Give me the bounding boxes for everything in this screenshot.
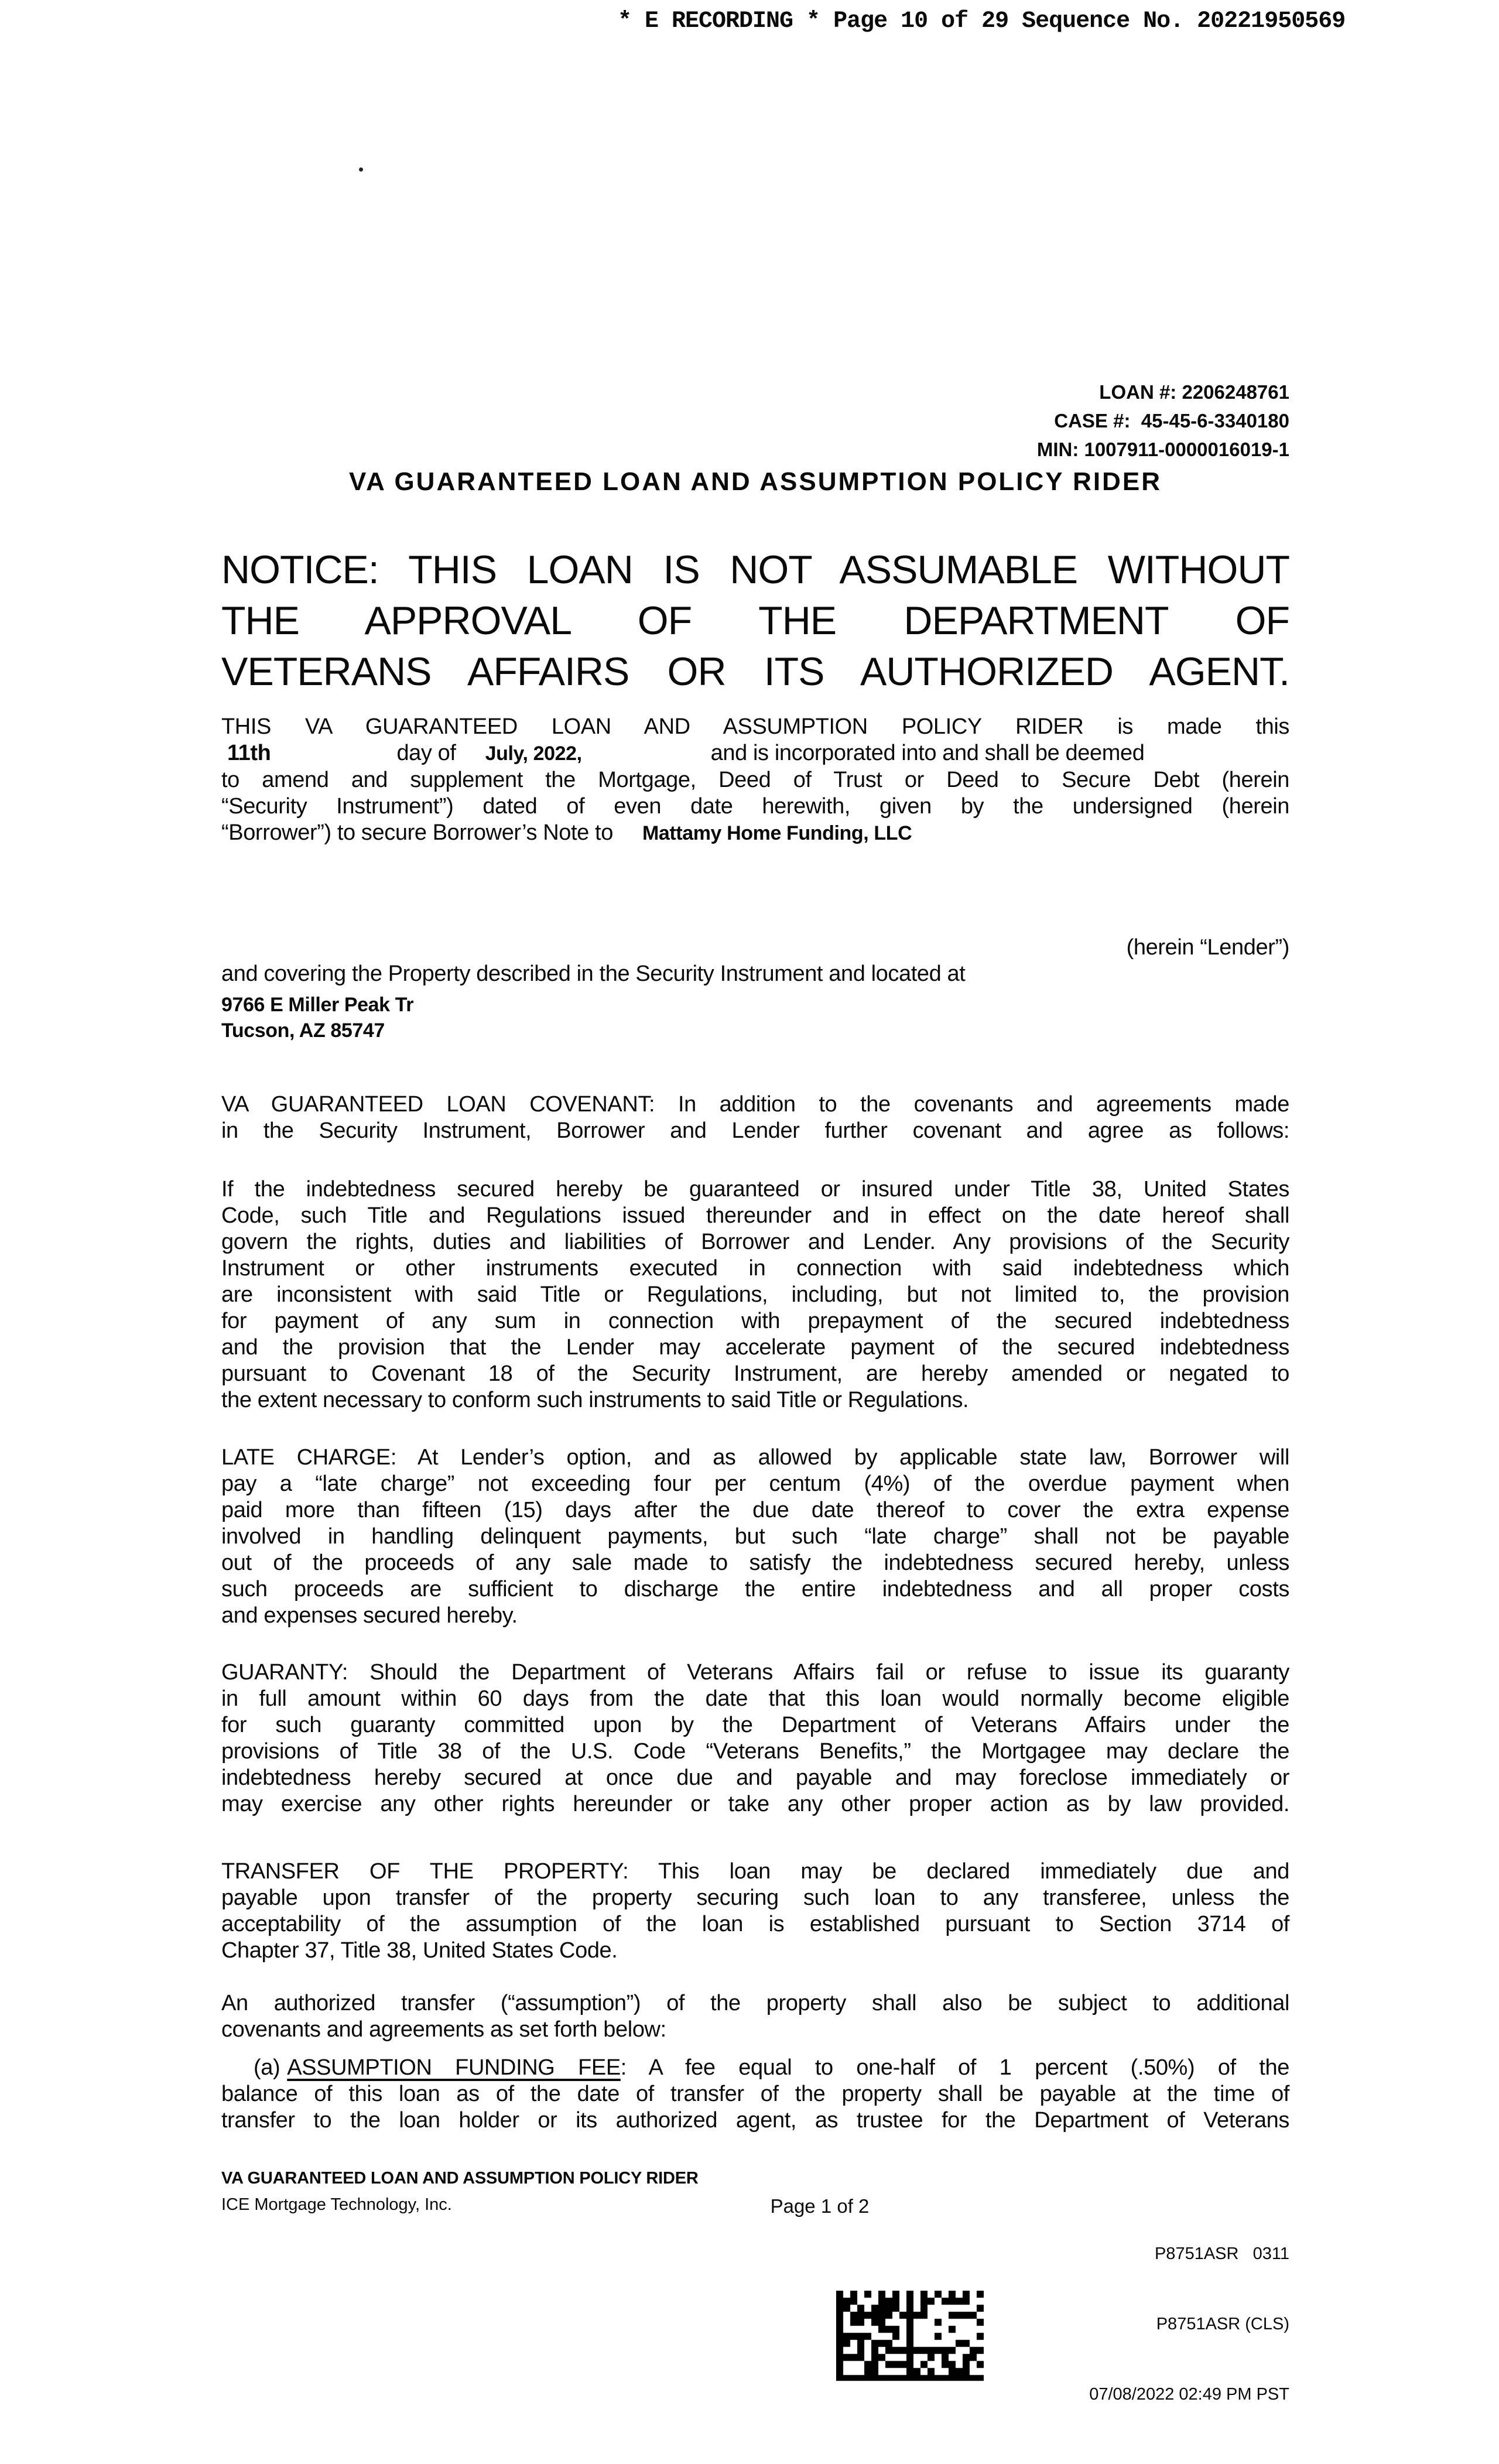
assumption-funding-fee-paragraph xyxy=(221,2055,1289,2134)
text-line: LATE CHARGE: At Lender’s option, and as allowed by applicable state law, Borrower will xyxy=(221,1445,1289,1470)
text-line: VA GUARANTEED LOAN COVENANT: In addition to the covenants and agreements made xyxy=(221,1092,1289,1117)
text-line: acceptability of the assumption of the loan is established pursuant to Section 3714 of xyxy=(221,1912,1289,1936)
text-line: THIS VA GUARANTEED LOAN AND ASSUMPTION POLICY RIDER is made this xyxy=(221,714,1289,739)
footer-page-number: Page 1 of 2 xyxy=(770,2195,870,2217)
text-line: in full amount within 60 days from the date that this loan would normally become eligible xyxy=(221,1686,1289,1711)
text-line: in the Security Instrument, Borrower and Lender further covenant and agree as follows: xyxy=(221,1118,1289,1143)
text-line: THE APPROVAL OF THE DEPARTMENT OF xyxy=(221,598,1289,643)
text-line: such proceeds are sufficient to discharge the entire indebtedness and all proper costs xyxy=(221,1577,1289,1601)
funding-fee-body xyxy=(221,2081,1289,2134)
document-body xyxy=(221,378,1289,2453)
text-line: Code, such Title and Regulations issued thereunder and in effect on the date hereof shall xyxy=(221,1203,1289,1228)
text-line: An authorized transfer (“assumption”) of the property shall also be subject to additional xyxy=(221,1991,1289,2015)
text-line: NOTICE: THIS LOAN IS NOT ASSUMABLE WITHOUT xyxy=(221,547,1289,592)
text-line: If the indebtedness secured hereby be guaranteed or insured under Title 38, United States xyxy=(221,1177,1289,1202)
text-line: MIN: 1007911-0000016019-1 xyxy=(1036,439,1289,460)
property-address xyxy=(221,992,1289,1043)
text-line: covenants and agreements as set forth below: xyxy=(221,2017,666,2042)
text-line: provisions of Title 38 of the U.S. Code “Veterans Benefits,” the Mortgagee may declare the xyxy=(221,1739,1289,1764)
text-line: to amend and supplement the Mortgage, Deed of Trust or Deed to Secure Debt (herein xyxy=(221,768,1289,792)
form-filled-line xyxy=(221,740,1289,767)
covenant-paragraph xyxy=(221,1091,1289,1144)
text-line: out of the proceeds of any sale made to satisfy the indebtedness secured hereby, unless xyxy=(221,1551,1289,1575)
text-line: balance of this loan as of the date of transfer of the property shall be payable at the time of xyxy=(221,2082,1289,2106)
notice-block xyxy=(221,545,1289,697)
text-line: govern the rights, duties and liabilities of Borrower and Lender. Any provisions of the Security xyxy=(221,1230,1289,1254)
text-line: GUARANTY: Should the Department of Veterans Affairs fail or refuse to issue its guaranty xyxy=(221,1660,1289,1685)
text-line: payable upon transfer of the property securing such loan to any transferee, unless the xyxy=(221,1885,1289,1910)
barcode xyxy=(836,2291,984,2383)
intro-paragraph xyxy=(221,714,1289,1043)
guaranty-paragraph xyxy=(221,1659,1289,1818)
herein-lender-line: (herein “Lender”) xyxy=(1126,935,1289,960)
e-recording-header: * E RECORDING * Page 10 of 29 Sequence No. 20221950569 xyxy=(618,8,1346,35)
text-line: “Security Instrument”) dated of even date herewith, given by the undersigned (herein xyxy=(221,794,1289,819)
form-code-line: P8751ASR (CLS) xyxy=(1156,2315,1289,2333)
text-line: paid more than fifteen (15) days after the due date thereof to cover the extra expense xyxy=(221,1498,1289,1522)
address-line-1: 9766 E Miller Peak Tr xyxy=(221,994,414,1016)
footer-row xyxy=(221,2195,1289,2453)
funding-fee-heading-line xyxy=(221,2055,1289,2081)
page-title: VA GUARANTEED LOAN AND ASSUMPTION POLICY RIDER xyxy=(349,467,1162,496)
text-line: may exercise any other rights hereunder or take any other proper action as by law provided. xyxy=(221,1792,1289,1816)
footer-form-codes xyxy=(1008,2195,1289,2453)
authorized-transfer-paragraph xyxy=(221,1990,1289,2043)
text-line: LOAN #: 2206248761 xyxy=(1099,381,1289,403)
address-line-2: Tucson, AZ 85747 xyxy=(221,1019,385,1042)
footer-doc-title: VA GUARANTEED LOAN AND ASSUMPTION POLICY RIDER xyxy=(221,2169,699,2188)
note-to-line xyxy=(221,820,1289,847)
text-line: and covering the Property described in the Security Instrument and located at xyxy=(221,961,966,986)
text-line: indebtedness hereby secured at once due and payable and may foreclose immediately or xyxy=(221,1765,1289,1790)
text-line: CASE #: 45-45-6-3340180 xyxy=(1054,410,1289,432)
text-line: TRANSFER OF THE PROPERTY: This loan may be declared immediately due and xyxy=(221,1859,1289,1884)
text-line: Chapter 37, Title 38, United States Code. xyxy=(221,1938,618,1963)
text-line: and the provision that the Lender may accelerate payment of the secured indebtedness xyxy=(221,1335,1289,1360)
text-line: Instrument or other instruments executed in connection with said indebtedness which xyxy=(221,1256,1289,1281)
footer-company: ICE Mortgage Technology, Inc. xyxy=(221,2195,452,2214)
scan-speck xyxy=(359,167,363,172)
loan-case-min-block xyxy=(221,378,1289,464)
text-line: involved in handling delinquent payments, but such “late charge” shall not be payable xyxy=(221,1524,1289,1549)
day-of-label: day of xyxy=(396,741,456,765)
text-line: pursuant to Covenant 18 of the Security Instrument, are hereby amended or negated to xyxy=(221,1361,1289,1386)
text-segment: “Borrower”) to secure Borrower’s Note to xyxy=(221,820,613,845)
transfer-paragraph xyxy=(221,1859,1289,1964)
late-charge-paragraph xyxy=(221,1445,1289,1629)
text-line: VETERANS AFFAIRS OR ITS AUTHORIZED AGENT. xyxy=(221,649,1289,694)
footer-timestamp: 07/08/2022 02:49 PM PST xyxy=(1089,2385,1289,2404)
text-line: the extent necessary to conform such instruments to said Title or Regulations. xyxy=(221,1388,969,1412)
text-line: transfer to the loan holder or its authorized agent, as trustee for the Department of Veterans xyxy=(221,2108,1289,2133)
text-segment: : A fee equal to one-half of 1 percent (.50%) of the xyxy=(620,2055,1289,2080)
date-value: July, 2022, xyxy=(485,742,582,765)
lender-name: Mattamy Home Funding, LLC xyxy=(642,822,912,844)
funding-fee-heading: ASSUMPTION FUNDING FEE xyxy=(287,2055,621,2080)
form-code-line: P8751ASR 0311 xyxy=(1154,2244,1289,2263)
text-line: pay a “late charge” not exceeding four per centum (4%) of the overdue payment when xyxy=(221,1471,1289,1496)
item-marker: (a) xyxy=(254,2055,280,2080)
text-line: are inconsistent with said Title or Regulations, including, but not limited to, the provision xyxy=(221,1282,1289,1307)
day-value: 11th xyxy=(227,741,271,765)
title38-paragraph xyxy=(221,1176,1289,1414)
text-segment: and is incorporated into and shall be deemed xyxy=(710,741,1145,765)
text-line: and expenses secured hereby. xyxy=(221,1603,518,1628)
text-line: for payment of any sum in connection with prepayment of the secured indebtedness xyxy=(221,1309,1289,1333)
text-line: for such guaranty committed upon by the Department of Veterans Affairs under the xyxy=(221,1713,1289,1737)
